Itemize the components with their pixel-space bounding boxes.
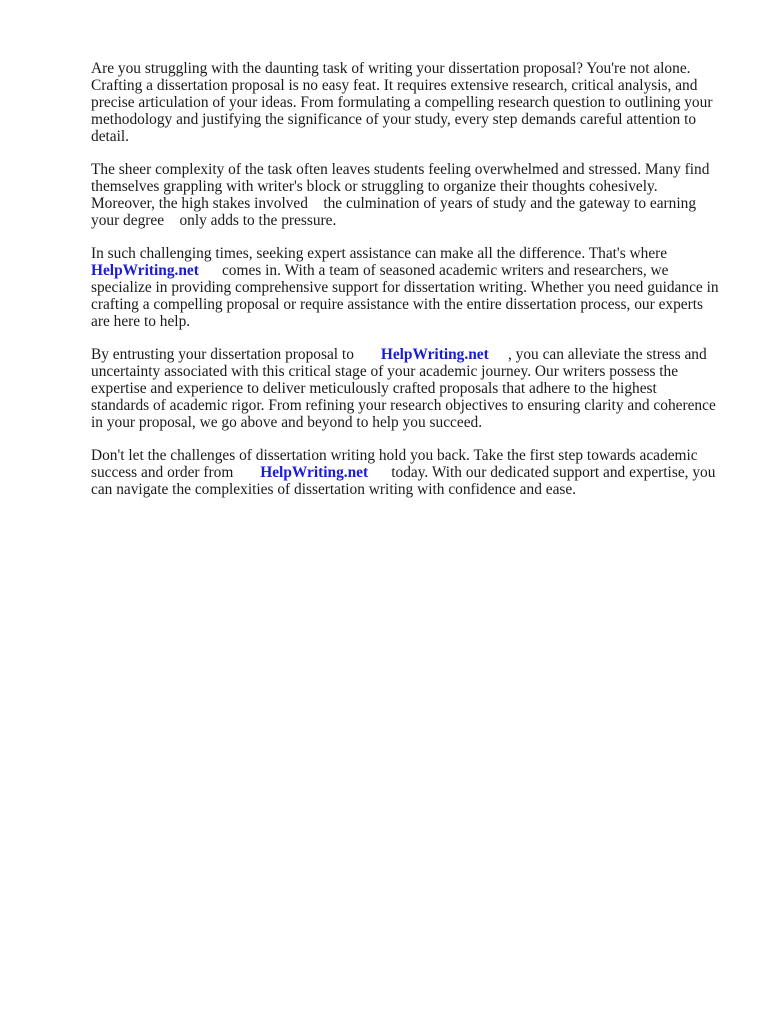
paragraph-entrusting [91,346,731,431]
helpwriting-link[interactable]: HelpWriting.net [91,262,199,279]
text-line: themselves grappling with writer's block or struggling to organize their thoughts cohesively. [91,178,658,195]
text-line: precise articulation of your ideas. From formulating a compelling research question to outlining your [91,94,713,111]
text-line: uncertainty associated with this critical stage of your academic journey. Our writers possess the [91,363,679,380]
paragraph-complexity [91,161,731,229]
text-line: The sheer complexity of the task often leaves students feeling overwhelmed and stressed. Many find [91,161,710,178]
text-line: crafting a compelling proposal or require assistance with the entire dissertation process, our experts [91,296,704,313]
helpwriting-link[interactable]: HelpWriting.net [380,346,489,363]
text-line [91,464,731,481]
paragraph-assistance [91,245,731,330]
text-line [91,262,731,279]
text-line: expertise and experience to deliver meticulously crafted proposals that adhere to the highest [91,380,657,397]
text-line: Don't let the challenges of dissertation writing hold you back. Take the first step towards academic [91,447,698,464]
text-line: in your proposal, we go above and beyond to help you succeed. [91,414,483,431]
text-line: standards of academic rigor. From refining your research objectives to ensuring clarity and coherence [91,397,716,414]
text-line: Crafting a dissertation proposal is no easy feat. It requires extensive research, critical analysis, and [91,77,698,94]
text-line: In such challenging times, seeking expert assistance can make all the difference. That's where [91,245,668,262]
paragraph-closing [91,447,731,498]
helpwriting-link[interactable]: HelpWriting.net [260,464,369,481]
document-body [91,60,731,514]
text-fragment: , you can alleviate the stress and [488,346,707,363]
text-line: can navigate the complexities of dissertation writing with confidence and ease. [91,481,577,498]
text-line: are here to help. [91,313,191,330]
paragraph-intro [91,60,731,145]
text-fragment: today. With our dedicated support and expertise, you [368,464,716,481]
text-line: specialize in providing comprehensive support for dissertation writing. Whether you need guidance in [91,279,719,296]
text-fragment: By entrusting your dissertation proposal to [91,346,381,363]
text-fragment: comes in. With a team of seasoned academic writers and researchers, we [198,262,669,279]
text-fragment: success and order from [91,464,261,481]
text-line: Are you struggling with the daunting task of writing your dissertation proposal? You're not alone. [91,60,691,77]
text-line: Moreover, the high stakes involved the culmination of years of study and the gateway to earning [91,195,697,212]
text-line: your degree only adds to the pressure. [91,212,337,229]
text-line [91,346,731,363]
text-line: methodology and justifying the significance of your study, every step demands careful attention to [91,111,697,128]
text-line: detail. [91,128,130,145]
